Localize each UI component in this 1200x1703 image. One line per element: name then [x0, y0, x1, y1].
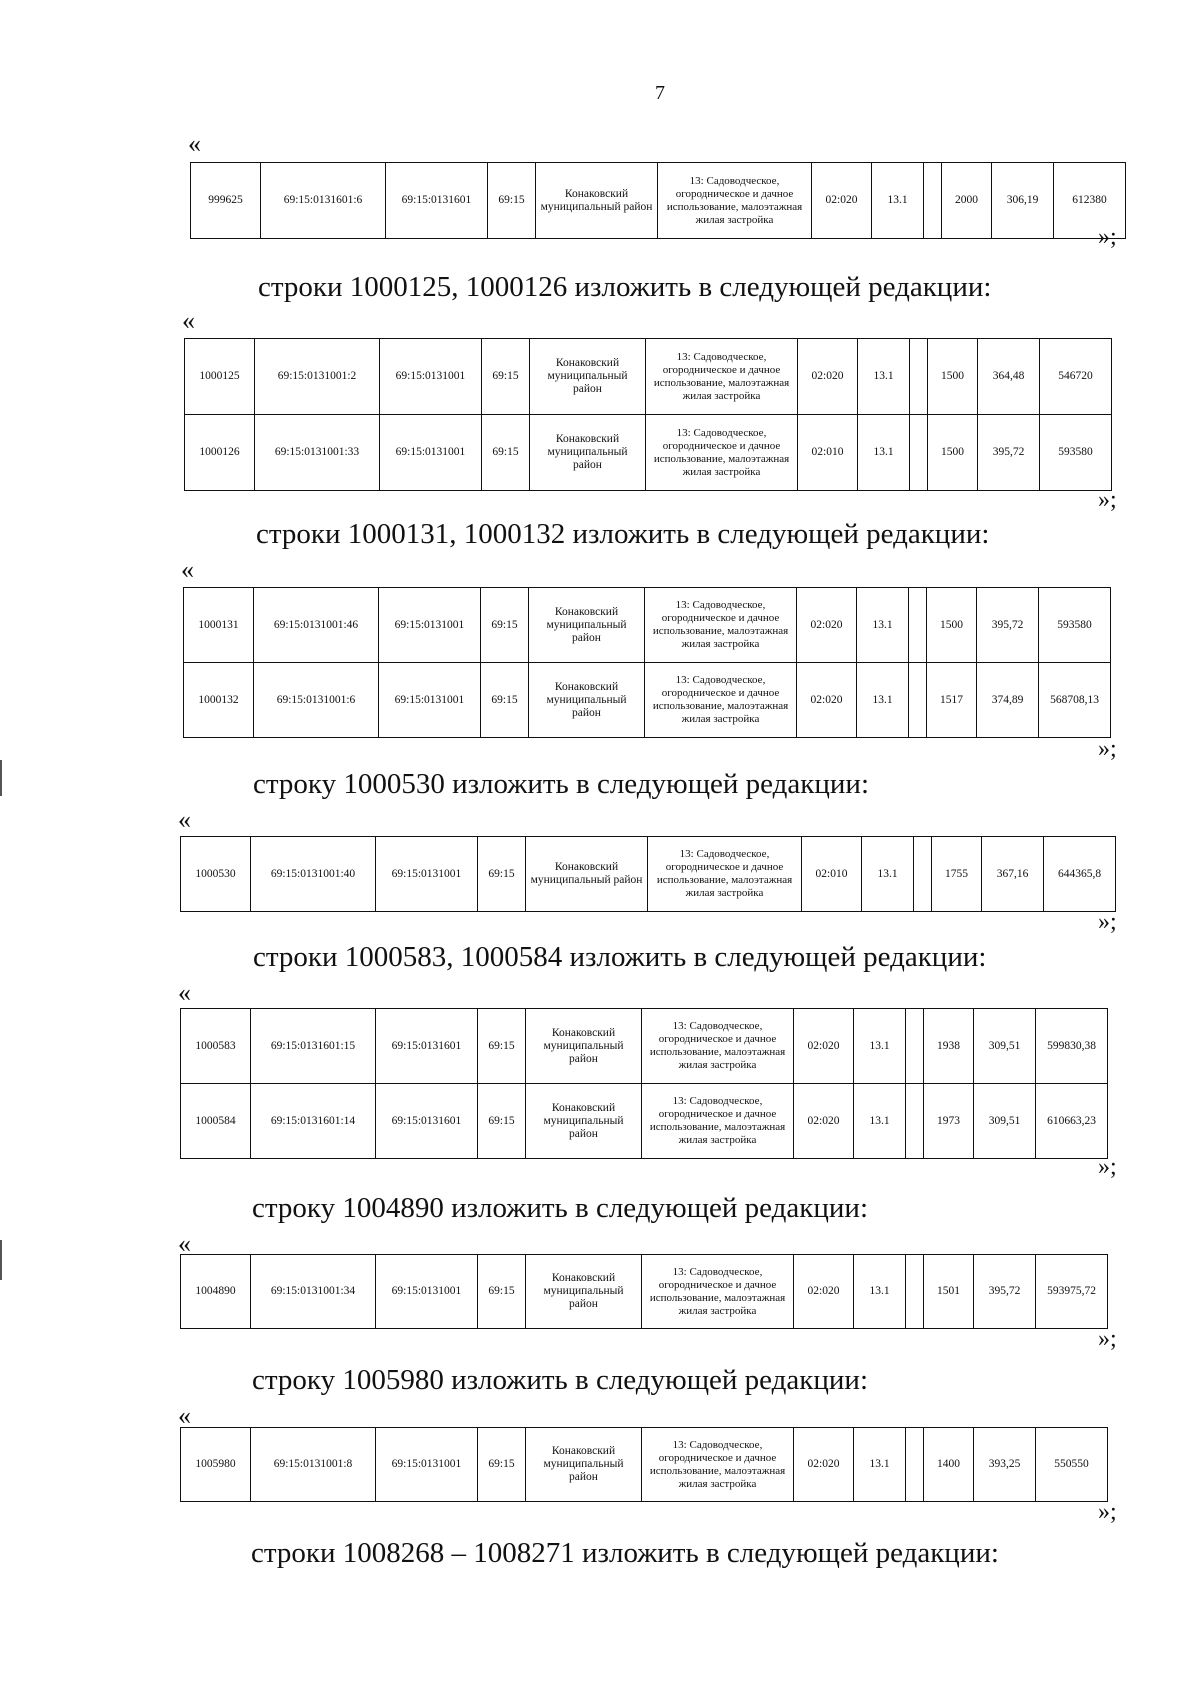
table-cell: 1000125: [185, 339, 255, 415]
table-cell: 593580: [1040, 415, 1112, 491]
table-cell: 593975,72: [1036, 1255, 1108, 1329]
open-quote: «: [188, 129, 201, 158]
open-quote: «: [182, 306, 195, 335]
close-quote: »;: [1098, 1154, 1117, 1180]
section-heading: строки 1000583, 1000584 изложить в следующей редакции:: [253, 941, 987, 973]
table-cell: 69:15: [478, 1255, 526, 1329]
section-heading: строки 1000131, 1000132 изложить в следующей редакции:: [256, 518, 990, 550]
section-heading: строку 1005980 изложить в следующей редакции:: [252, 1364, 868, 1396]
table-cell: 309,51: [974, 1084, 1036, 1159]
table-cell: 69:15: [488, 163, 536, 239]
table-cell: 13.1: [854, 1255, 906, 1329]
table-cell: 69:15:0131001:33: [255, 415, 380, 491]
table-cell: 69:15: [481, 663, 529, 738]
record-table: [180, 836, 1116, 912]
table-cell: Конаковский муниципальный район: [529, 663, 645, 738]
table-cell: 13: Садоводческое, огородническое и дачное использование, малоэтажная жилая застройка: [642, 1255, 794, 1329]
page-number: 7: [655, 82, 665, 104]
final-heading: строки 1008268 – 1008271 изложить в следующей редакции:: [251, 1537, 999, 1569]
table-cell: 395,72: [974, 1255, 1036, 1329]
table-row: [185, 415, 1112, 491]
table-cell: 69:15: [478, 1009, 526, 1084]
table-cell: 1517: [927, 663, 977, 738]
table-cell: 69:15:0131001:34: [251, 1255, 376, 1329]
table-cell: 69:15:0131601: [376, 1084, 478, 1159]
table-cell: 374,89: [977, 663, 1039, 738]
table-cell: [909, 588, 927, 663]
record-table: [183, 587, 1111, 738]
table-cell: [909, 663, 927, 738]
table-cell: 593580: [1039, 588, 1111, 663]
scan-edge-mark: [0, 760, 2, 796]
table-cell: 69:15: [481, 588, 529, 663]
table-cell: Конаковский муниципальный район: [530, 415, 646, 491]
table-cell: [906, 1255, 924, 1329]
table-cell: 69:15:0131001: [380, 415, 482, 491]
table-row: [181, 837, 1116, 912]
close-quote: »;: [1098, 1326, 1117, 1352]
table-cell: 13: Садоводческое, огородническое и дачное использование, малоэтажная жилая застройка: [642, 1009, 794, 1084]
table-cell: 69:15: [478, 1084, 526, 1159]
table-row: [181, 1428, 1108, 1502]
table-cell: 69:15: [478, 837, 526, 912]
table-cell: Конаковский муниципальный район: [529, 588, 645, 663]
table-cell: 13.1: [857, 588, 909, 663]
table-cell: 02:020: [812, 163, 872, 239]
table-row: [184, 588, 1111, 663]
table-cell: [906, 1428, 924, 1502]
table-cell: 13: Садоводческое, огородническое и дачное использование, малоэтажная жилая застройка: [645, 588, 797, 663]
table-cell: 02:020: [798, 339, 858, 415]
table-cell: 02:020: [794, 1084, 854, 1159]
close-quote: »;: [1098, 1499, 1117, 1525]
table-cell: 13.1: [862, 837, 914, 912]
table-cell: 1400: [924, 1428, 974, 1502]
table-cell: 69:15:0131001:2: [255, 339, 380, 415]
table-cell: 69:15:0131001: [376, 1255, 478, 1329]
table-cell: 02:020: [797, 663, 857, 738]
table-row: [181, 1009, 1108, 1084]
table-cell: 1755: [932, 837, 982, 912]
table-cell: 69:15:0131001:46: [254, 588, 379, 663]
table-cell: Конаковский муниципальный район: [526, 1255, 642, 1329]
table-cell: Конаковский муниципальный район: [526, 837, 648, 912]
record-table: [184, 338, 1112, 491]
table-cell: 69:15:0131001: [380, 339, 482, 415]
table-cell: 306,19: [992, 163, 1054, 239]
table-cell: 1000131: [184, 588, 254, 663]
table-cell: 568708,13: [1039, 663, 1111, 738]
table-cell: [924, 163, 942, 239]
table-cell: 69:15:0131001:8: [251, 1428, 376, 1502]
table-cell: 1000584: [181, 1084, 251, 1159]
table-cell: 02:020: [794, 1255, 854, 1329]
table-cell: 599830,38: [1036, 1009, 1108, 1084]
table-cell: 69:15:0131001: [379, 663, 481, 738]
table-cell: 69:15:0131001: [376, 837, 478, 912]
table-cell: 1000132: [184, 663, 254, 738]
table-cell: [910, 339, 928, 415]
table-cell: 395,72: [977, 588, 1039, 663]
table-cell: 69:15:0131001: [376, 1428, 478, 1502]
close-quote: »;: [1098, 224, 1117, 250]
table-cell: 2000: [942, 163, 992, 239]
table-cell: 69:15: [482, 339, 530, 415]
table-cell: 13.1: [854, 1084, 906, 1159]
table-row: [181, 1255, 1108, 1329]
section-heading: строки 1000125, 1000126 изложить в следующей редакции:: [258, 271, 992, 303]
table-cell: 02:010: [798, 415, 858, 491]
table-cell: 02:020: [794, 1009, 854, 1084]
table-cell: 1973: [924, 1084, 974, 1159]
close-quote: »;: [1098, 487, 1117, 513]
table-cell: 999625: [191, 163, 261, 239]
record-table: [190, 162, 1126, 239]
record-table: [180, 1427, 1108, 1502]
table-cell: 13: Садоводческое, огородническое и дачное использование, малоэтажная жилая застройка: [642, 1428, 794, 1502]
table-cell: [910, 415, 928, 491]
table-cell: Конаковский муниципальный район: [526, 1428, 642, 1502]
table-cell: Конаковский муниципальный район: [526, 1009, 642, 1084]
table-cell: 1500: [928, 339, 978, 415]
table-cell: 13: Садоводческое, огородническое и дачное использование, малоэтажная жилая застройка: [646, 339, 798, 415]
table-cell: Конаковский муниципальный район: [536, 163, 658, 239]
table-cell: 1501: [924, 1255, 974, 1329]
table-row: [185, 339, 1112, 415]
table-cell: 13.1: [857, 663, 909, 738]
open-quote: «: [181, 555, 194, 584]
table-cell: 1005980: [181, 1428, 251, 1502]
table-cell: 1000583: [181, 1009, 251, 1084]
table-cell: 69:15:0131601: [376, 1009, 478, 1084]
section-heading: строку 1004890 изложить в следующей редакции:: [252, 1192, 868, 1224]
table-cell: 69:15: [482, 415, 530, 491]
table-cell: 550550: [1036, 1428, 1108, 1502]
table-cell: 393,25: [974, 1428, 1036, 1502]
table-cell: 1500: [928, 415, 978, 491]
table-cell: 13: Садоводческое, огородническое и дачное использование, малоэтажная жилая застройка: [642, 1084, 794, 1159]
close-quote: »;: [1098, 909, 1117, 935]
table-cell: [906, 1009, 924, 1084]
table-cell: 13.1: [858, 415, 910, 491]
table-cell: 1004890: [181, 1255, 251, 1329]
table-cell: 395,72: [978, 415, 1040, 491]
table-cell: 367,16: [982, 837, 1044, 912]
table-cell: 13.1: [858, 339, 910, 415]
scan-edge-mark: [0, 1240, 2, 1280]
table-cell: 69:15:0131001: [379, 588, 481, 663]
table-cell: 02:010: [802, 837, 862, 912]
table-cell: 1000530: [181, 837, 251, 912]
table-cell: 1000126: [185, 415, 255, 491]
table-cell: Конаковский муниципальный район: [526, 1084, 642, 1159]
table-cell: 13: Садоводческое, огородническое и дачное использование, малоэтажная жилая застройка: [646, 415, 798, 491]
table-cell: 69:15:0131601: [386, 163, 488, 239]
table-cell: 13.1: [854, 1009, 906, 1084]
close-quote: »;: [1098, 736, 1117, 762]
table-cell: Конаковский муниципальный район: [530, 339, 646, 415]
table-cell: 546720: [1040, 339, 1112, 415]
table-cell: 309,51: [974, 1009, 1036, 1084]
table-cell: 13: Садоводческое, огородническое и дачное использование, малоэтажная жилая застройка: [645, 663, 797, 738]
open-quote: «: [178, 978, 191, 1007]
table-cell: 644365,8: [1044, 837, 1116, 912]
table-cell: 364,48: [978, 339, 1040, 415]
table-row: [191, 163, 1126, 239]
table-cell: 13.1: [854, 1428, 906, 1502]
table-cell: 02:020: [797, 588, 857, 663]
table-cell: 1938: [924, 1009, 974, 1084]
record-table: [180, 1254, 1108, 1329]
table-cell: 69:15:0131001:40: [251, 837, 376, 912]
table-cell: 69:15: [478, 1428, 526, 1502]
table-cell: 13: Садоводческое, огородническое и дачное использование, малоэтажная жилая застройка: [648, 837, 802, 912]
record-table: [180, 1008, 1108, 1159]
table-cell: 13.1: [872, 163, 924, 239]
table-cell: 69:15:0131001:6: [254, 663, 379, 738]
table-cell: [914, 837, 932, 912]
table-cell: 69:15:0131601:15: [251, 1009, 376, 1084]
section-heading: строку 1000530 изложить в следующей редакции:: [253, 768, 869, 800]
table-cell: 02:020: [794, 1428, 854, 1502]
table-cell: 69:15:0131601:14: [251, 1084, 376, 1159]
table-row: [184, 663, 1111, 738]
table-cell: 610663,23: [1036, 1084, 1108, 1159]
table-cell: 612380: [1054, 163, 1126, 239]
table-cell: [906, 1084, 924, 1159]
table-cell: 1500: [927, 588, 977, 663]
table-row: [181, 1084, 1108, 1159]
open-quote: «: [178, 1229, 191, 1258]
table-cell: 69:15:0131601:6: [261, 163, 386, 239]
open-quote: «: [178, 1401, 191, 1430]
table-cell: 13: Садоводческое, огородническое и дачное использование, малоэтажная жилая застройка: [658, 163, 812, 239]
open-quote: «: [178, 805, 191, 834]
